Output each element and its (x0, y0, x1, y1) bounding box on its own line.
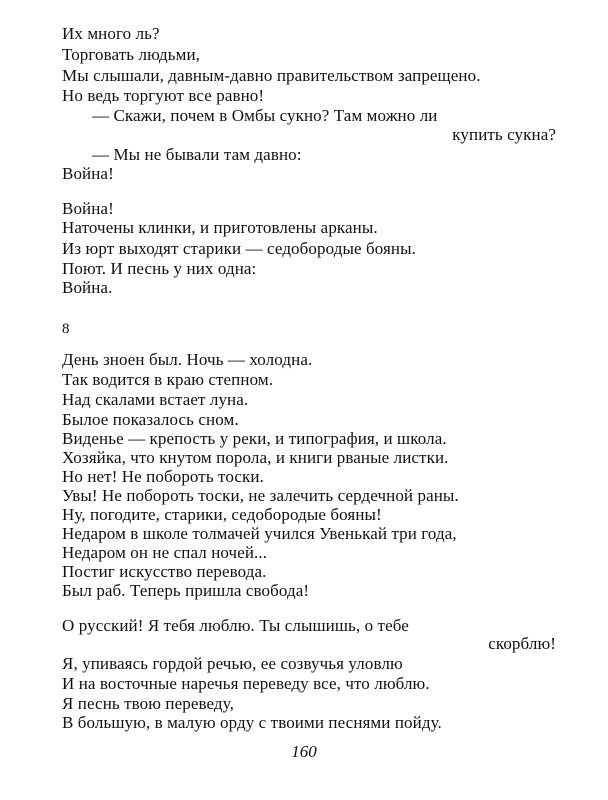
poem-line: Постиг искусство перевода. (62, 562, 267, 581)
poem-line: Война. (62, 278, 113, 297)
poem-line: Над скалами встает луна. (62, 390, 249, 409)
poem-line: Хозяйка, что кнутом порола, и книги рваные листки. (62, 448, 449, 467)
poem-line: И на восточные наречья переведу все, что люблю. (62, 674, 430, 693)
poem-line: Война! (62, 164, 114, 183)
poem-line: Я песнь твою переведу, (62, 694, 234, 713)
poem-line: Но нет! Не побороть тоски. (62, 467, 264, 486)
poem-line: Увы! Не побороть тоски, не залечить сердечной раны. (62, 486, 459, 505)
poem-line: Ну, погодите, старики, седобородые бояны! (62, 505, 382, 524)
poem-line-continuation: скорблю! (488, 634, 556, 653)
poem-line-continuation: купить сукна? (452, 125, 556, 144)
poem-line: Мы слышали, давным-давно правительством запрещено. (62, 66, 481, 85)
page-number: 160 (291, 742, 317, 761)
section-number: 8 (62, 321, 70, 337)
poem-line: — Мы не бывали там давно: (92, 145, 302, 164)
poem-line: Так водится в краю степном. (62, 370, 274, 389)
poem-line: Наточены клинки, и приготовлены арканы. (62, 218, 378, 237)
poem-line: Но ведь торгуют все равно! (62, 86, 265, 105)
poem-line: Я, упиваясь гордой речью, ее созвучья уловлю (62, 654, 403, 673)
poem-line: Их много ль? (62, 24, 160, 43)
poem-line: — Скажи, почем в Омбы сукно? Там можно ли (92, 106, 438, 125)
poem-line: Недаром он не спал ночей... (62, 543, 268, 562)
poem-line: День зноен был. Ночь — холодна. (62, 350, 313, 369)
poem-line: Недаром в школе толмачей учился Увенькай три года, (62, 524, 457, 543)
poem-line: Война! (62, 199, 114, 218)
poem-line: Виденье — крепость у реки, и типография, и школа. (62, 429, 447, 448)
poem-line: Былое показалось сном. (62, 410, 239, 429)
poem-line: О русский! Я тебя люблю. Ты слышишь, о тебе (62, 616, 409, 635)
poem-line: Из юрт выходят старики — седобородые бояны. (62, 239, 417, 258)
poem-line: В большую, в малую орду с твоими песнями пойду. (62, 713, 442, 732)
poem-line: Был раб. Теперь пришла свобода! (62, 581, 310, 600)
poem-line: Поют. И песнь у них одна: (62, 259, 257, 278)
poem-line: Торговать людьми, (62, 45, 201, 64)
